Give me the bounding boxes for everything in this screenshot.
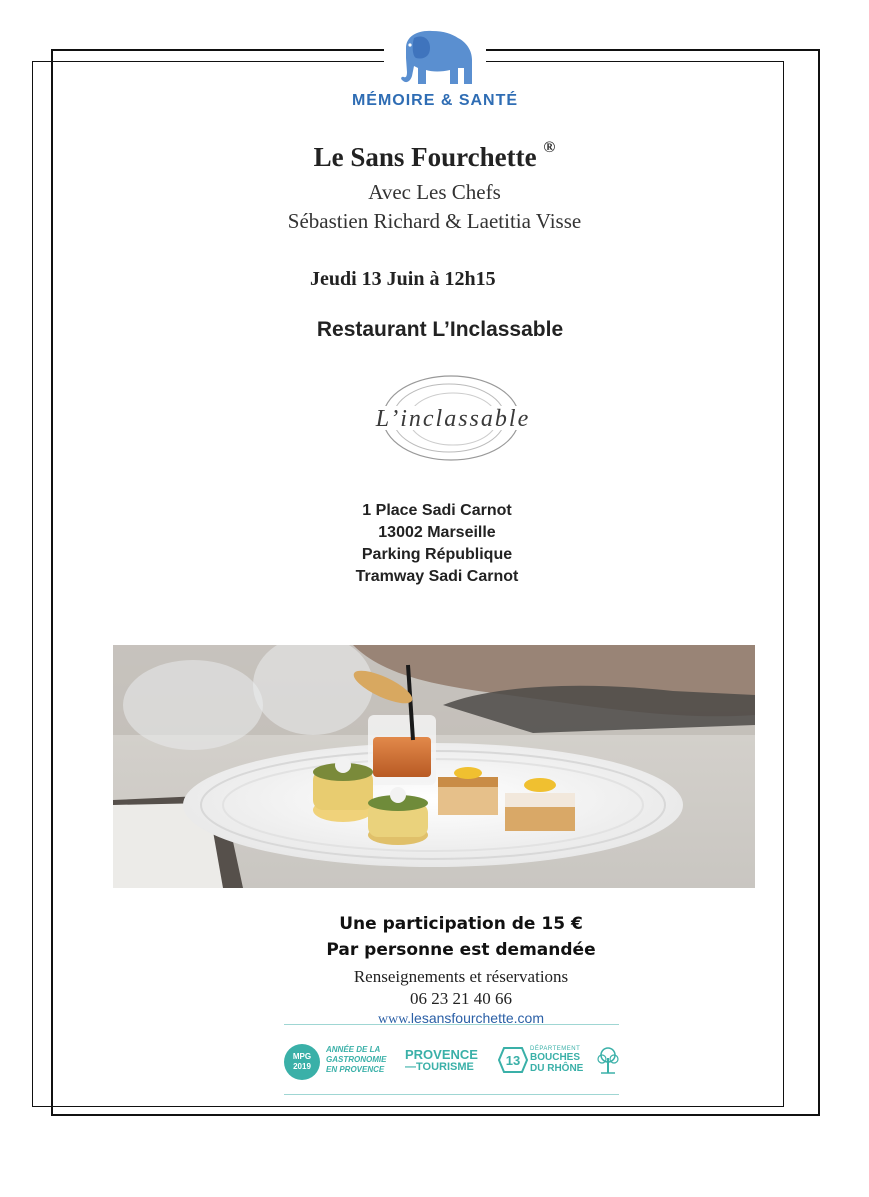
address-block: [0, 500, 869, 588]
restaurant-logo-text: L’inclassable: [375, 406, 531, 432]
website-prefix: www.: [378, 1012, 411, 1027]
divider: [284, 1024, 619, 1025]
address-line: 1 Place Sadi Carnot: [362, 502, 512, 519]
bouches-du-rhone-logo: [530, 1046, 594, 1074]
provence-line: PROVENCE: [405, 1047, 478, 1062]
mpg-badge-year: 2019: [293, 1062, 311, 1071]
title-text: Le Sans Fourchette: [313, 142, 537, 172]
mpg-line: EN PROVENCE: [326, 1065, 385, 1074]
address-line: Parking République: [361, 546, 513, 563]
tree-icon: [595, 1046, 621, 1074]
mpg-line: ANNÉE DE LA: [326, 1045, 381, 1054]
restaurant-logo: [333, 372, 573, 464]
svg-text:13: 13: [505, 1053, 521, 1068]
brand-name: MÉMOIRE & SANTÉ: [351, 92, 519, 109]
elephant-logo-icon: [392, 28, 480, 86]
department-13-icon: [498, 1046, 528, 1074]
department-name: DU RHÔNE: [530, 1063, 584, 1074]
event-date: Jeudi 13 Juin à 12h15: [310, 268, 496, 290]
subtitle-names: Sébastien Richard & Laetitia Visse: [287, 209, 582, 233]
mpg-line: GASTRONOMIE: [326, 1055, 387, 1064]
department-name: BOUCHES: [530, 1052, 581, 1063]
department-label: DÉPARTEMENT: [530, 1046, 581, 1052]
website-domain: lesansfourchette.com: [410, 1010, 544, 1026]
contact-label: Renseignements et réservations: [353, 967, 569, 986]
registered-mark: ®: [543, 139, 556, 156]
page-title: [0, 139, 869, 173]
food-photo: [113, 645, 755, 888]
subtitle-chefs: Avec Les Chefs: [368, 180, 501, 204]
website-link[interactable]: [0, 1010, 869, 1028]
mpg-badge-label: MPG: [292, 1052, 312, 1061]
divider: [284, 1094, 619, 1095]
price-line-2: Par personne est demandée: [326, 940, 596, 960]
mpg-sponsor-text: [326, 1045, 396, 1075]
provence-tourisme-logo: [405, 1048, 478, 1074]
mpg-badge: [284, 1044, 320, 1080]
address-line: Tramway Sadi Carnot: [355, 568, 519, 585]
price-line: Une participation de 15 €: [339, 914, 583, 934]
address-line: 13002 Marseille: [378, 524, 496, 541]
provence-line: —TOURISME: [405, 1061, 474, 1073]
restaurant-name: Restaurant L’Inclassable: [316, 318, 564, 341]
contact-phone: 06 23 21 40 66: [410, 989, 512, 1008]
